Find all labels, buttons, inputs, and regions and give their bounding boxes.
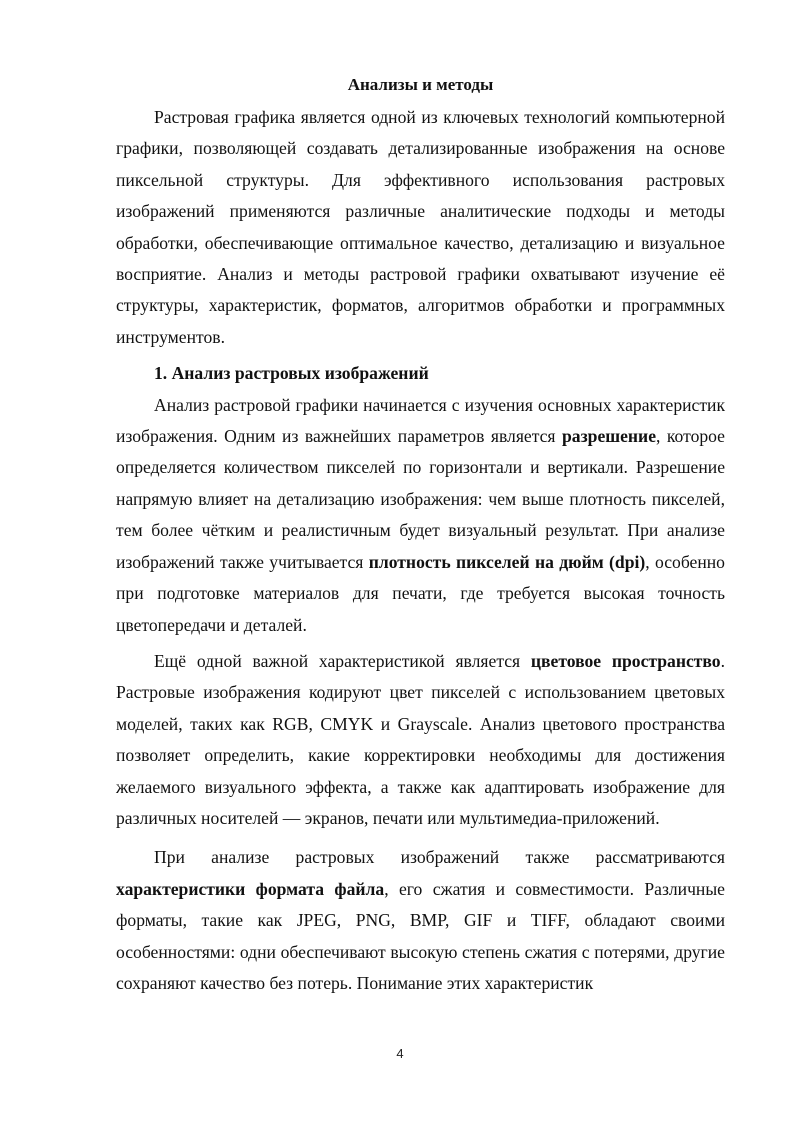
- page-number: 4: [396, 1046, 404, 1061]
- paragraph-resolution: [116, 390, 725, 641]
- paragraph-text: , особенно при подготовке материалов для печати, где требуется высокая точность цветопередачи и деталей.: [116, 551, 725, 635]
- paragraph-text: , его сжатия и совместимости. Различные форматы, такие как JPEG, PNG, BMP, GIF и TIFF, обладают своими особенностями: одни обеспечивают высокую степень сжатия с потерями, другие сохраняют качество без потерь. Понимание этих характеристик: [116, 878, 725, 993]
- paragraph-text: При анализе растровых изображений также рассматриваются: [154, 847, 725, 868]
- section-heading: 1. Анализ растровых изображений: [154, 363, 429, 384]
- paragraph-file-format: [116, 842, 725, 999]
- paragraph-text: , которое определяется количеством пикселей по горизонтали и вертикали. Разрешение напрямую влияет на детализацию изображения: чем выше плотность пикселей, тем более чётким и реалистичным будет визуальный результат. При анализе изображений также учитывается: [116, 426, 725, 572]
- paragraph-text: . Растровые изображения кодируют цвет пикселей с использованием цветовых моделей, таких как RGB, CMYK и Grayscale. Анализ цветового пространства позволяет определить, какие корректировки необходимы для достижения желаемого визуального эффекта, а также как адаптировать изображение для различных носителей — экранов, печати или мультимедиа-приложений.: [116, 650, 725, 828]
- bold-term-color-space: цветовое пространство: [530, 650, 721, 671]
- page-title: Анализы и методы: [347, 75, 494, 94]
- bold-term-resolution: разрешение: [562, 426, 657, 447]
- bold-term-dpi: плотность пикселей на дюйм (dpi): [368, 551, 646, 572]
- paragraph-text: Ещё одной важной характеристикой является: [154, 650, 531, 671]
- document-page: [116, 74, 725, 999]
- bold-term-file-format: характеристики формата файла: [116, 878, 385, 899]
- paragraph-color-space: [116, 646, 725, 834]
- intro-paragraph: Растровая графика является одной из ключевых технологий компьютерной графики, позволяющей создавать детализированные изображения на основе пиксельной структуры. Для эффективного использования растровых изображений применяются различные аналитические подходы и методы обработки, обеспечивающие оптимальное качество, детализацию и визуальное восприятие. Анализ и методы растровой графики охватывают изучение её структуры, характеристик, форматов, алгоритмов обработки и программных инструментов.: [116, 107, 725, 347]
- paragraph-text: Анализ растровой графики начинается с изучения основных характеристик изображения. Одним из важнейших параметров является: [116, 394, 725, 447]
